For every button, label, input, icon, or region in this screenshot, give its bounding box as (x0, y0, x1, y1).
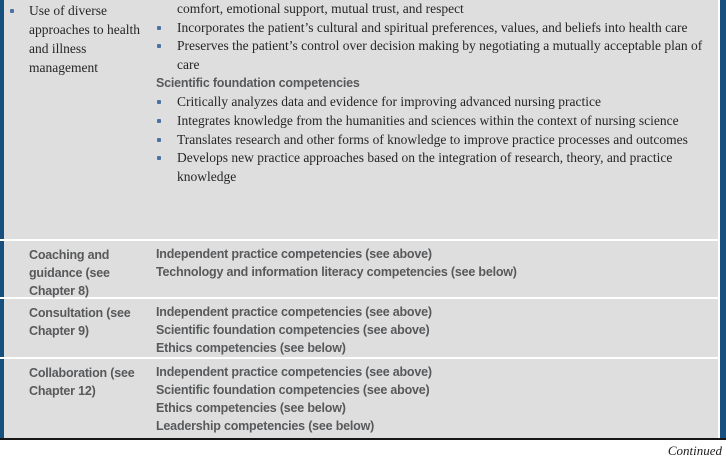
competency-text: Incorporates the patient’s cultural and spiritual preferences, values, and beliefs into health care (177, 19, 688, 35)
bullet-icon (157, 44, 161, 48)
topic-text: Consultation (see Chapter 9) (29, 306, 131, 338)
competency-reference: Independent practice competencies (see above) (156, 365, 432, 379)
competency-reference: Ethics competencies (see below) (156, 341, 346, 355)
competency-item (156, 149, 708, 186)
bullet-icon (10, 9, 14, 13)
competency-item (156, 131, 708, 150)
competency-category-label: Scientific foundation competencies (156, 76, 360, 91)
competency-item (156, 19, 708, 38)
competencies-column (156, 0, 718, 239)
bullet-icon (157, 156, 161, 160)
competency-continuation-line: comfort, emotional support, mutual trust, and respect (177, 1, 464, 16)
competency-reference: Independent practice competencies (see above) (156, 305, 432, 319)
competency-text: Translates research and other forms of knowledge to improve practice processes and outcomes (177, 131, 688, 147)
bullet-icon (157, 119, 161, 123)
topic-column (0, 303, 156, 357)
topic-column (0, 363, 156, 438)
competency-item (156, 112, 708, 131)
competencies-column (156, 303, 718, 357)
topic-text: Coaching and guidance (see Chapter 8) (29, 248, 110, 298)
competency-text: Integrates knowledge from the humanities and sciences within the context of nursing science (177, 112, 679, 128)
table-footer (0, 441, 726, 458)
competency-text: Preserves the patient’s control over decision making by negotiating a mutually acceptable plan of care (177, 38, 703, 72)
bullet-icon (157, 138, 161, 142)
table-row-consultation (0, 297, 718, 357)
competency-text: Critically analyzes data and evidence for improving advanced nursing practice (177, 94, 601, 110)
competency-reference: Leadership competencies (see below) (156, 419, 375, 433)
competency-item (156, 93, 708, 112)
competency-reference: Technology and information literacy competencies (see below) (156, 265, 517, 279)
topic-text: Use of diverse approaches to health and illness management (29, 3, 140, 75)
table-right-accent-bar (718, 0, 726, 438)
bullet-icon (157, 100, 161, 104)
competencies-column (156, 363, 718, 438)
topic-text: Collaboration (see Chapter 12) (29, 366, 135, 398)
topic-column (0, 0, 156, 239)
competency-text: Develops new practice approaches based on the integration of research, theory, and practice knowledge (177, 150, 673, 184)
competency-reference: Scientific foundation competencies (see above) (156, 323, 430, 337)
bullet-icon (157, 26, 161, 30)
competency-reference: Scientific foundation competencies (see above) (156, 383, 430, 397)
topic-item (8, 1, 156, 77)
competency-reference: Independent practice competencies (see above) (156, 247, 432, 261)
table-row-collaboration (0, 357, 718, 438)
competencies-column (156, 245, 718, 297)
continued-label: Continued (667, 443, 722, 458)
table-row-coaching-guidance (0, 239, 718, 297)
competency-reference: Ethics competencies (see below) (156, 401, 346, 415)
competency-item (156, 37, 708, 74)
topic-column (0, 245, 156, 297)
